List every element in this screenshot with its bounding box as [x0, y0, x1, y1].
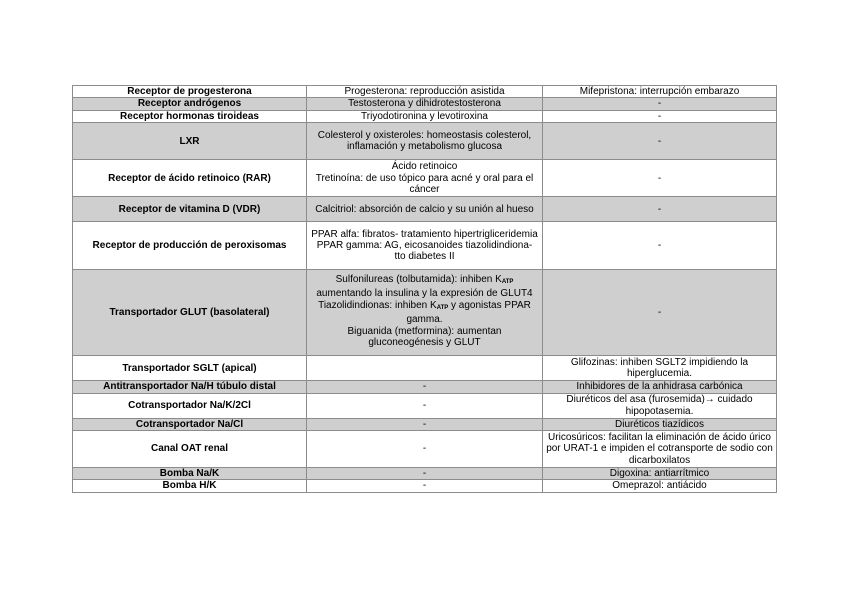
agonist-line: Tiazolidindionas: inhiben KATP y agonistas PPAR gamma.	[318, 299, 531, 326]
target-cell: Receptor de producción de peroxisomas	[73, 222, 307, 270]
agonist-line: Biguanida (metformina): aumentan gluconeogénesis y GLUT	[347, 325, 502, 349]
agonist-cell: Colesterol y oxisteroles: homeostasis colesterol, inflamación y metabolismo glucosa	[307, 123, 543, 160]
agonist-line: Sulfonilureas (tolbutamida): inhiben KATP aumentando la insulina y la expresión de GLUT4	[316, 274, 533, 300]
table-row	[73, 110, 777, 122]
agonist-line: Ácido retinoico	[391, 161, 458, 173]
agonist-cell	[307, 160, 543, 197]
antagonist-cell: Diuréticos tiazídicos	[543, 418, 777, 430]
table-row	[73, 480, 777, 492]
target-cell: Bomba Na/K	[73, 468, 307, 480]
antagonist-cell: -	[543, 110, 777, 122]
target-cell: Cotransportador Na/K/2Cl	[73, 393, 307, 418]
target-cell: Antitransportador Na/H túbulo distal	[73, 381, 307, 393]
target-cell: Receptor hormonas tiroideas	[73, 110, 307, 122]
target-cell: Receptor de ácido retinoico (RAR)	[73, 160, 307, 197]
target-cell: LXR	[73, 123, 307, 160]
table-row	[73, 356, 777, 381]
target-cell: Transportador SGLT (apical)	[73, 356, 307, 381]
agonist-cell	[307, 356, 543, 381]
agonist-cell: -	[307, 393, 543, 418]
table-row	[73, 393, 777, 418]
drug-target-table	[72, 85, 777, 493]
antagonist-cell: -	[543, 160, 777, 197]
agonist-cell: Calcitriol: absorción de calcio y su unión al hueso	[307, 197, 543, 222]
antagonist-cell: Inhibidores de la anhidrasa carbónica	[543, 381, 777, 393]
antagonist-cell: Digoxina: antiarrítmico	[543, 468, 777, 480]
table-row	[73, 123, 777, 160]
agonist-line: PPAR gamma: AG, eicosanoides tiazolidindiona- tto diabetes II	[316, 240, 533, 263]
target-cell: Canal OAT renal	[73, 431, 307, 468]
agonist-cell: -	[307, 418, 543, 430]
agonist-cell	[307, 270, 543, 356]
table-row	[73, 222, 777, 270]
antagonist-cell: Omeprazol: antiácido	[543, 480, 777, 492]
antagonist-cell: -	[543, 98, 777, 110]
agonist-cell: Testosterona y dihidrotestosterona	[307, 98, 543, 110]
agonist-cell: Progesterona: reproducción asistida	[307, 86, 543, 98]
target-cell: Receptor de vitamina D (VDR)	[73, 197, 307, 222]
agonist-cell: -	[307, 480, 543, 492]
table-row	[73, 86, 777, 98]
agonist-line: PPAR alfa: fibratos- tratamiento hipertrigliceridemia	[311, 228, 538, 240]
target-cell: Cotransportador Na/Cl	[73, 418, 307, 430]
antagonist-cell: -	[543, 197, 777, 222]
table-row	[73, 197, 777, 222]
agonist-cell: -	[307, 381, 543, 393]
agonist-cell: Triyodotironina y levotiroxina	[307, 110, 543, 122]
table-row	[73, 98, 777, 110]
target-cell: Bomba H/K	[73, 480, 307, 492]
target-cell: Receptor andrógenos	[73, 98, 307, 110]
antagonist-cell: Diuréticos del asa (furosemida)→ cuidado hipopotasemia.	[543, 393, 777, 418]
table-row	[73, 468, 777, 480]
agonist-cell	[307, 222, 543, 270]
table-row	[73, 418, 777, 430]
table-row	[73, 431, 777, 468]
antagonist-cell: Glifozinas: inhiben SGLT2 impidiendo la hiperglucemia.	[543, 356, 777, 381]
table-row	[73, 270, 777, 356]
agonist-cell: -	[307, 431, 543, 468]
target-cell: Transportador GLUT (basolateral)	[73, 270, 307, 356]
antagonist-cell: -	[543, 222, 777, 270]
agonist-cell: -	[307, 468, 543, 480]
antagonist-cell: Mifepristona: interrupción embarazo	[543, 86, 777, 98]
table-row	[73, 160, 777, 197]
antagonist-cell: Uricosúricos: facilitan la eliminación de ácido úrico por URAT-1 e impiden el cotransporte de sodio con dicarboxilatos	[543, 431, 777, 468]
agonist-line: Tretinoína: de uso tópico para acné y oral para el cáncer	[315, 172, 534, 195]
target-cell: Receptor de progesterona	[73, 86, 307, 98]
antagonist-cell: -	[543, 270, 777, 356]
table-row	[73, 381, 777, 393]
antagonist-cell: -	[543, 123, 777, 160]
